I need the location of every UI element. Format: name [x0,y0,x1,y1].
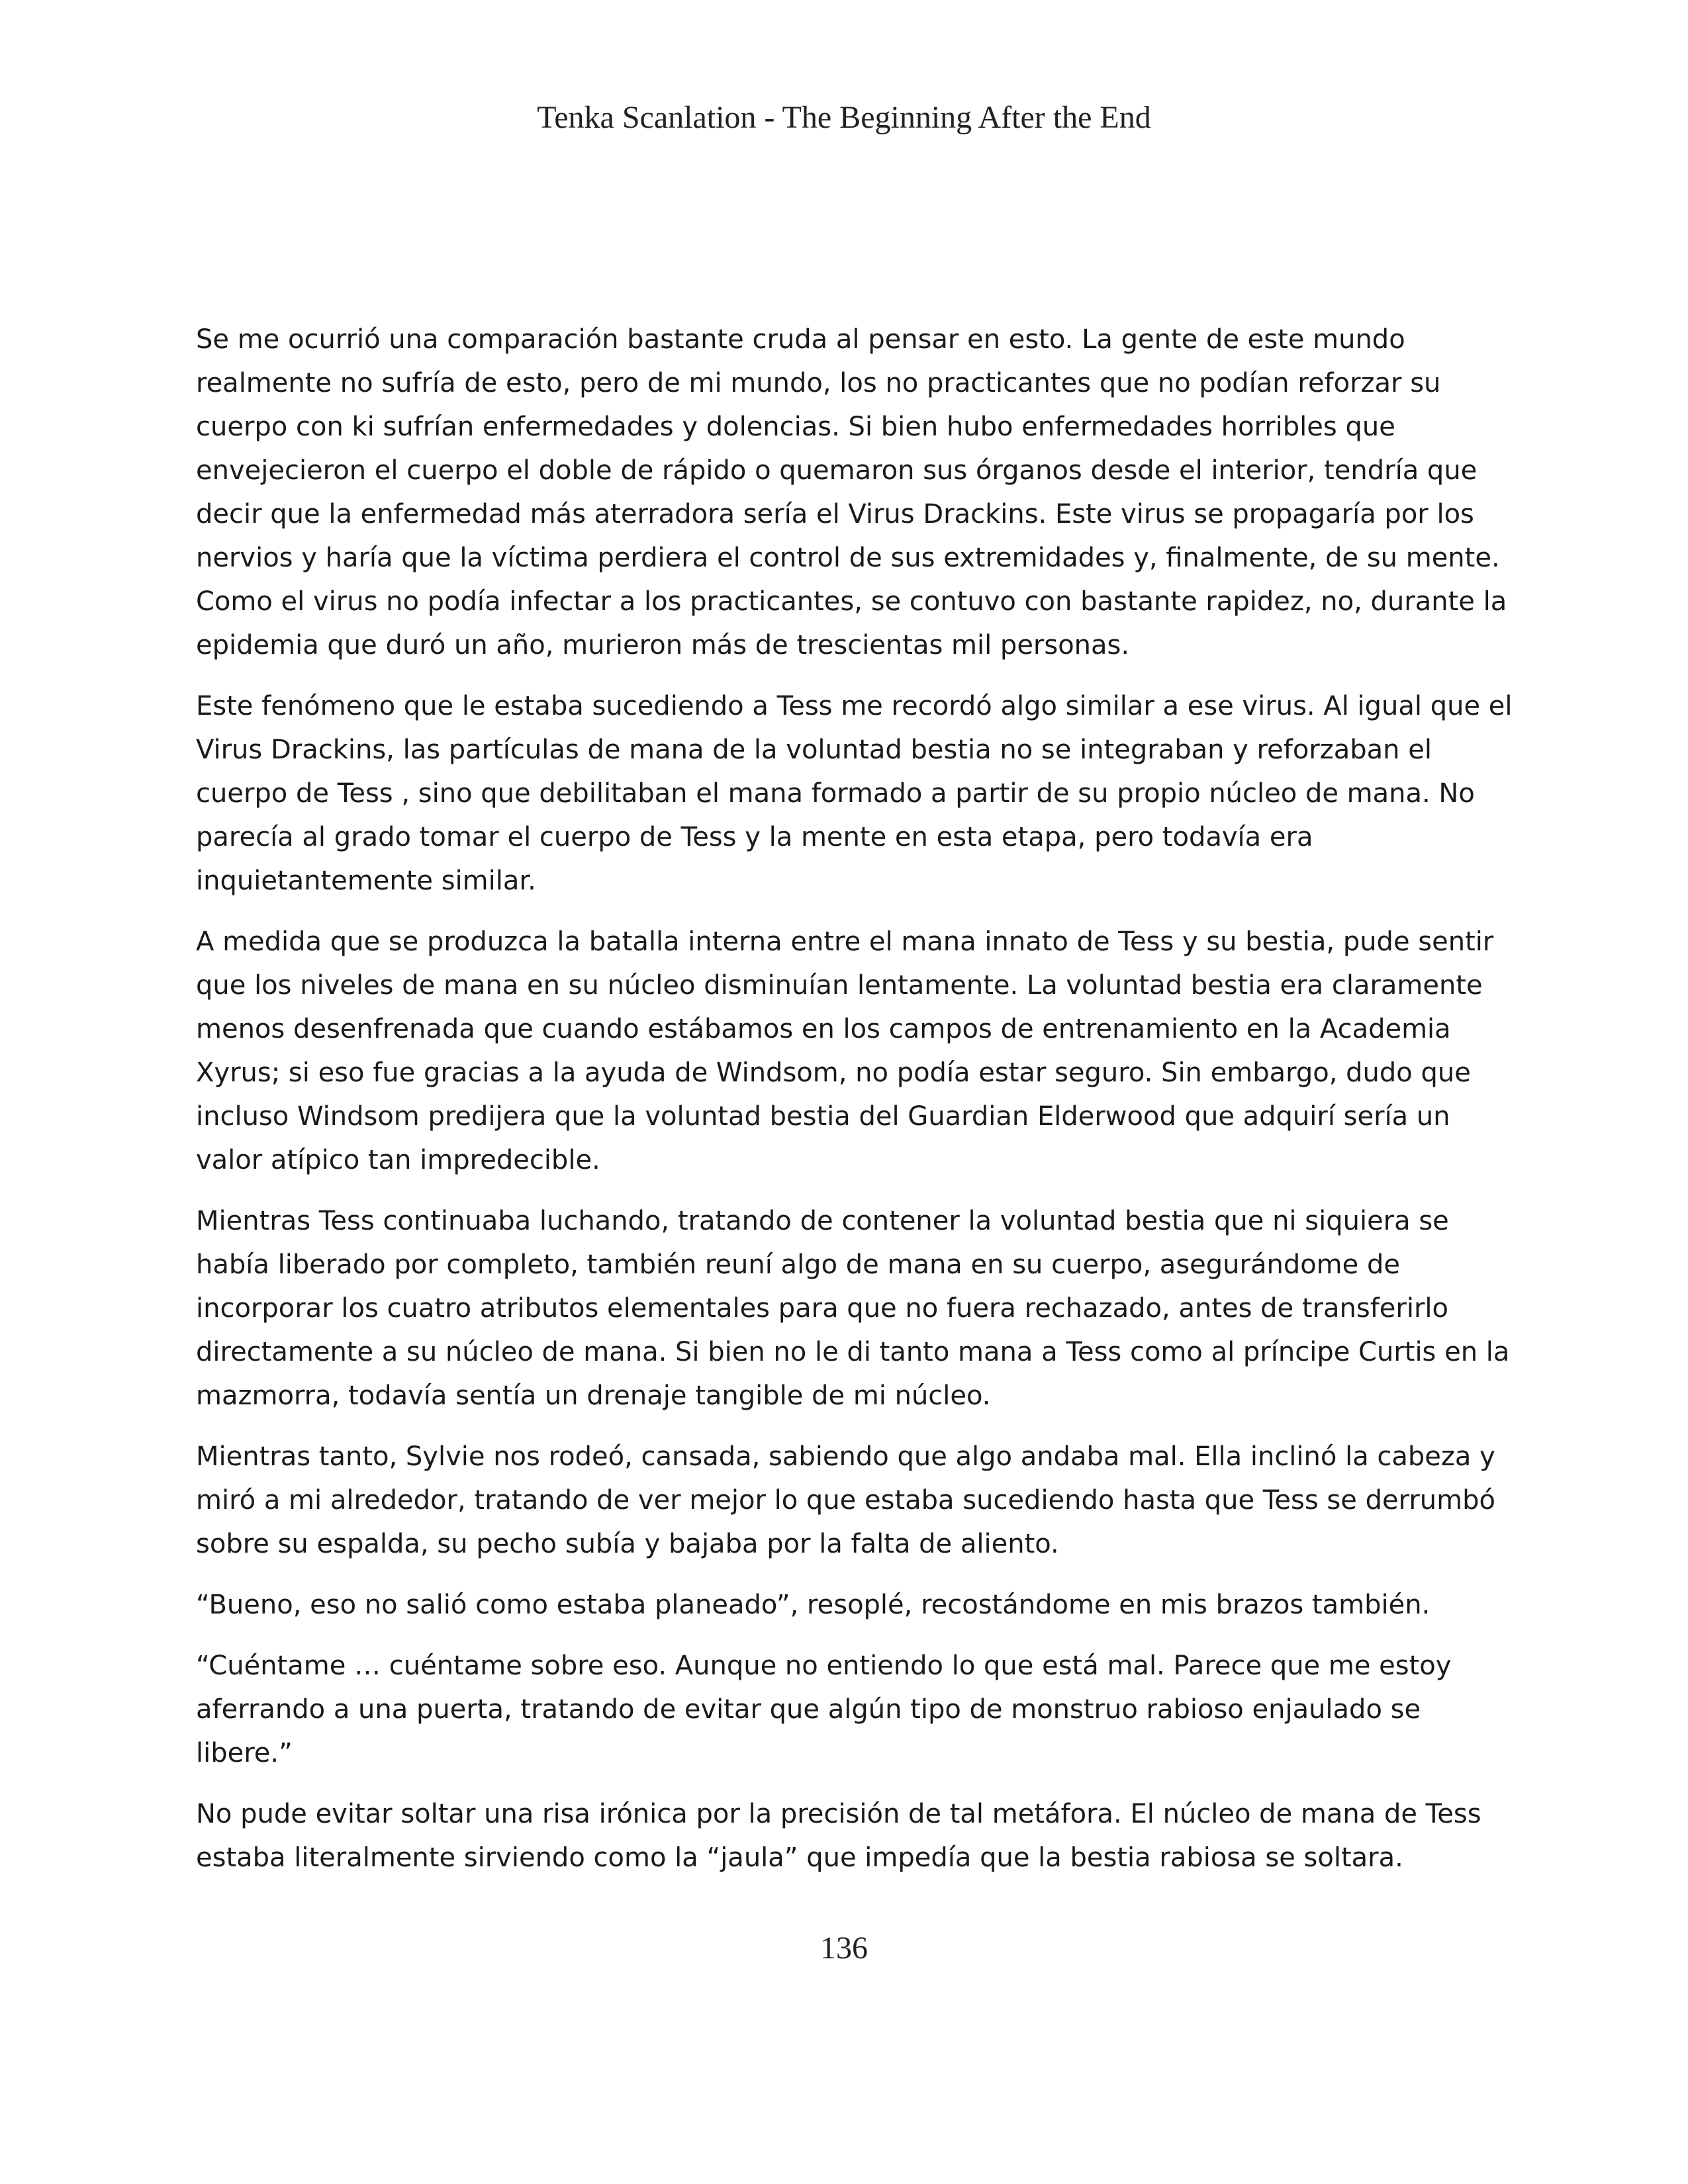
body-text [196,318,1513,1897]
paragraph: “Bueno, eso no salió como estaba planeado”, resoplé, recostándome en mis brazos también. [196,1590,1430,1620]
paragraph: No pude evitar soltar una risa irónica por la precisión de tal metáfora. El núcleo de mana de Tess estaba literalmente sirviendo como la “jaula” que impedía que la bestia rabiosa se soltara. [196,1799,1481,1873]
paragraph: Este fenómeno que le estaba sucediendo a Tess me recordó algo similar a ese virus. Al igual que el Virus Drackins, las partículas de mana de la voluntad bestia no se integraban y reforzaban el cuerpo de Tess , sino que debilitaban el mana formado a partir de su propio núcleo de mana. No parecía al grado tomar el cuerpo de Tess y la mente en esta etapa, pero todavía era inquietantemente similar. [196,691,1513,896]
page-number: 136 [820,1931,868,1966]
paragraph: Se me ocurrió una comparación bastante cruda al pensar en esto. La gente de este mundo realmente no sufría de esto, pero de mi mundo, los no practicantes que no podían reforzar su cuerpo con ki sufrían enfermedades y dolencias. Si bien hubo enfermedades horribles que envejecieron el cuerpo el doble de rápido o quemaron sus órganos desde el interior, tendría que decir que la enfermedad más aterradora sería el Virus Drackins. Este virus se propagaría por los nervios y haría que la víctima perdiera el control de sus extremidades y, finalmente, de su mente. Como el virus no podía infectar a los practicantes, se contuvo con bastante rapidez, no, durante la epidemia que duró un año, murieron más de trescientas mil personas. [196,324,1507,660]
paragraph: “Cuéntame … cuéntame sobre eso. Aunque no entiendo lo que está mal. Parece que me estoy aferrando a una puerta, tratando de evitar que algún tipo de monstruo rabioso enjaulado se libere.” [196,1651,1452,1768]
paragraph: Mientras tanto, Sylvie nos rodeó, cansada, sabiendo que algo andaba mal. Ella inclinó la cabeza y miró a mi alrededor, tratando de ver mejor lo que estaba sucediendo hasta que Tess se derrumbó sobre su espalda, su pecho subía y bajaba por la falta de aliento. [196,1441,1495,1559]
paragraph: A medida que se produzca la batalla interna entre el mana innato de Tess y su bestia, pude sentir que los niveles de mana en su núcleo disminuían lentamente. La voluntad bestia era claramente menos desenfrenada que cuando estábamos en los campos de entrenamiento en la Academia Xyrus; si eso fue gracias a la ayuda de Windsom, no podía estar seguro. Sin embargo, dudo que incluso Windsom predijera que la voluntad bestia del Guardian Elderwood que adquirí sería un valor atípico tan impredecible. [196,927,1494,1175]
paragraph: Mientras Tess continuaba luchando, tratando de contener la voluntad bestia que ni siquiera se había liberado por completo, también reuní algo de mana en su cuerpo, asegurándome de incorporar los cuatro atributos elementales para que no fuera rechazado, antes de transferirlo directamente a su núcleo de mana. Si bien no le di tanto mana a Tess como al príncipe Curtis en la mazmorra, todavía sentía un drenaje tangible de mi núcleo. [196,1206,1510,1411]
page-header: Tenka Scanlation - The Beginning After the End [537,100,1151,135]
